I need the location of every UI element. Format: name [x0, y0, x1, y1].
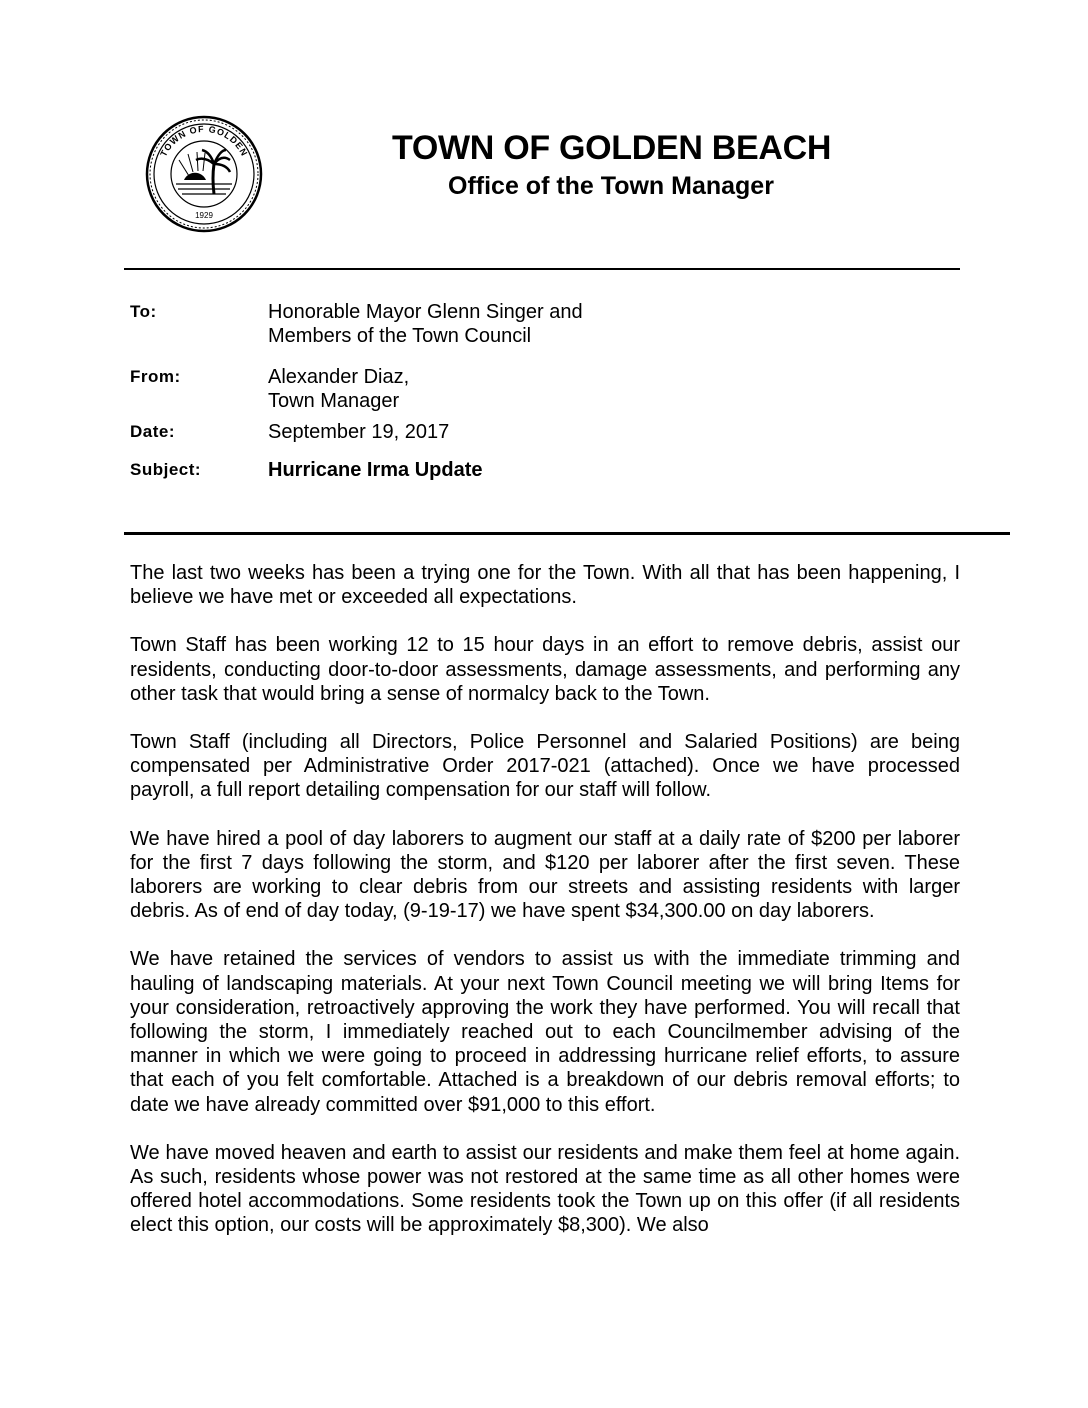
memo-body — [130, 561, 960, 1262]
memo-from-label: From: — [130, 367, 181, 386]
body-paragraph: Town Staff has been working 12 to 15 hour days in an effort to remove debris, assist our residents, conducting door-to-door assessments, damage assessments, and performing any other task that would bring a sense of normalcy back to the Town. — [130, 634, 960, 705]
memo-to-line: Honorable Mayor Glenn Singer and — [268, 301, 583, 323]
memo-subject-label: Subject: — [130, 460, 202, 479]
office-title: Office of the Town Manager — [448, 172, 774, 200]
body-paragraph: We have hired a pool of day laborers to augment our staff at a daily rate of $200 per laborer for the first 7 days following the storm, and $120 per laborer after the first seven. These laborers are working to clear debris from our streets and assisting residents with larger debris. As of end of day today, (9-19-17) we have spent $34,300.00 on day laborers. — [130, 827, 960, 923]
memo-subject-value: Hurricane Irma Update — [268, 459, 483, 481]
body-paragraph: The last two weeks has been a trying one for the Town. With all that has been happening, I believe we have met or exceeded all expectations. — [130, 562, 960, 609]
memo-from-value — [268, 365, 968, 413]
seal-ring-text: TOWN OF GOLDEN — [158, 123, 250, 159]
memo-to-label: To: — [130, 302, 157, 321]
memo-from-line: Alexander Diaz, — [268, 366, 410, 388]
memo-date-value: September 19, 2017 — [268, 421, 450, 443]
memo-to-line: Members of the Town Council — [268, 325, 532, 347]
organization-name: TOWN OF GOLDEN BEACH — [392, 129, 832, 167]
body-paragraph: We have retained the services of vendors to assist us with the immediate trimming and hauling of landscaping materials. At your next Town Council meeting we will bring Items for your consideration, retroactively approving the work they have performed. You will recall that following the storm, I immediately reached out to each Councilmember advising of the manner in which we were going to proceed in addressing hurricane relief efforts, to assure that each of you felt comfortable. Attached is a breakdown of our debris removal efforts; to date we have already committed over $91,000 to this effort. — [130, 948, 960, 1116]
seal-year: 1929 — [195, 211, 213, 220]
body-paragraph: We have moved heaven and earth to assist our residents and make them feel at home again. As such, residents whose power was not restored at the same time as all other homes were offered hotel accommodations. Some residents took the Town up on this offer (if all residents elect this option, our costs will be approximately $8,300). We also — [130, 1141, 960, 1237]
memo-divider — [124, 532, 1010, 535]
town-seal-logo — [144, 114, 264, 234]
memo-date-label: Date: — [130, 422, 176, 441]
body-paragraph: Town Staff (including all Directors, Police Personnel and Salaried Positions) are being compensated per Administrative Order 2017-021 (attached). Once we have processed payroll, a full report detailing compensation for our staff will follow. — [130, 731, 960, 802]
memo-from-line: Town Manager — [268, 390, 400, 412]
header-divider — [124, 268, 960, 270]
memo-to-value — [268, 300, 968, 348]
